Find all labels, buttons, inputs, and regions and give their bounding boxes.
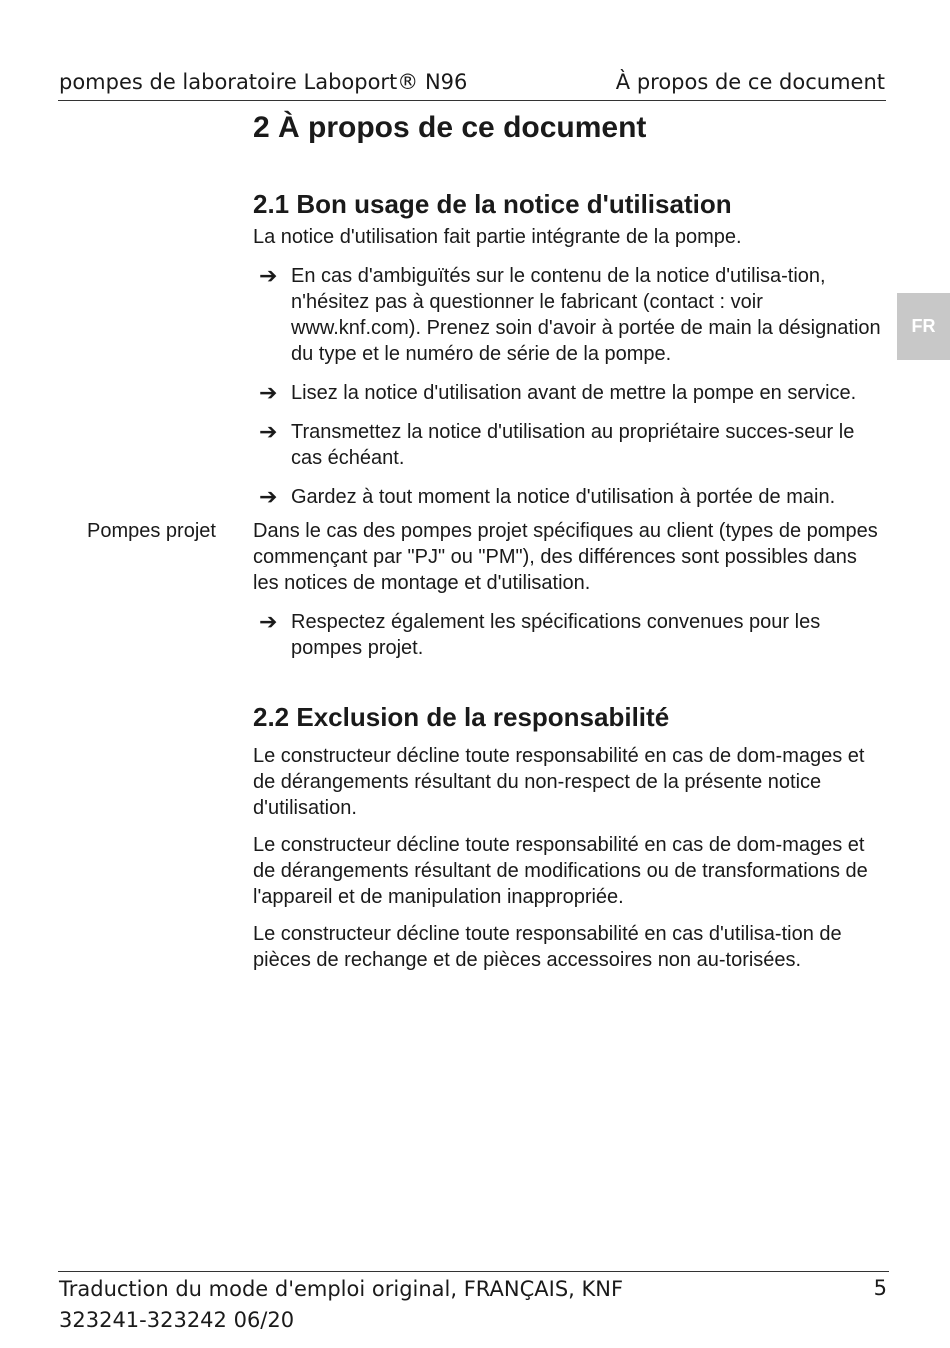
- usage-bullet: [253, 484, 883, 510]
- main-content: [87, 110, 883, 973]
- project-bullet: [253, 609, 883, 661]
- header-rule: [58, 100, 886, 101]
- subsection-title-liability: 2.2 Exclusion de la responsabilité: [253, 702, 670, 732]
- arrow-icon: ➔: [259, 419, 278, 444]
- usage-bullet: [253, 263, 883, 367]
- arrow-icon: ➔: [259, 609, 278, 634]
- footer-doc-number: 323241-323242 06/20: [59, 1308, 295, 1332]
- usage-bullet: [253, 419, 883, 471]
- project-pumps-text: Dans le cas des pompes projet spécifiques au client (types de pompes commençant par "PJ" ou "PM"), des différences sont possibles dans les notices de montage et d'utilisation.: [253, 520, 878, 594]
- arrow-icon: ➔: [259, 484, 278, 509]
- liability-paragraph: Le constructeur décline toute responsabilité en cas de dom-mages et de dérangements résultant du non-respect de la présente notice d'utilisation.: [253, 745, 865, 819]
- margin-label-project-pumps: Pompes projet: [87, 520, 216, 542]
- page-header-left: pompes de laboratoire Laboport® N96: [59, 70, 468, 94]
- footer-translation-note: Traduction du mode d'emploi original, FRANÇAIS, KNF: [59, 1277, 624, 1301]
- usage-bullet: [253, 380, 883, 406]
- page-header-right: À propos de ce document: [615, 70, 885, 94]
- liability-paragraph: Le constructeur décline toute responsabilité en cas d'utilisa-tion de pièces de rechange et de pièces accessoires non au-torisées.: [253, 923, 842, 971]
- language-tab: FR: [897, 293, 950, 360]
- arrow-icon: ➔: [259, 263, 278, 288]
- page-number: 5: [873, 1276, 887, 1300]
- bullet-text: Respectez également les spécifications convenues pour les pompes projet.: [291, 611, 821, 659]
- bullet-text: Lisez la notice d'utilisation avant de mettre la pompe en service.: [291, 382, 857, 404]
- section-title: 2 À propos de ce document: [253, 111, 647, 144]
- bullet-text: Gardez à tout moment la notice d'utilisation à portée de main.: [291, 486, 836, 508]
- usage-intro: La notice d'utilisation fait partie intégrante de la pompe.: [253, 226, 742, 248]
- liability-paragraph: Le constructeur décline toute responsabilité en cas de dom-mages et de dérangements résultant de modifications ou de transformations de l'appareil et de manipulation inappropriée.: [253, 834, 868, 908]
- footer-rule: [58, 1271, 889, 1272]
- bullet-text: En cas d'ambiguïtés sur le contenu de la notice d'utilisa-tion, n'hésitez pas à questionner le fabricant (contact : voir www.knf.com). Prenez soin d'avoir à portée de main la désignation du type et le numéro de série de la pompe.: [291, 265, 881, 365]
- subsection-title-usage: 2.1 Bon usage de la notice d'utilisation: [253, 189, 732, 219]
- project-pumps-block: [87, 518, 883, 596]
- bullet-text: Transmettez la notice d'utilisation au propriétaire succes-seur le cas échéant.: [291, 421, 855, 469]
- arrow-icon: ➔: [259, 380, 278, 405]
